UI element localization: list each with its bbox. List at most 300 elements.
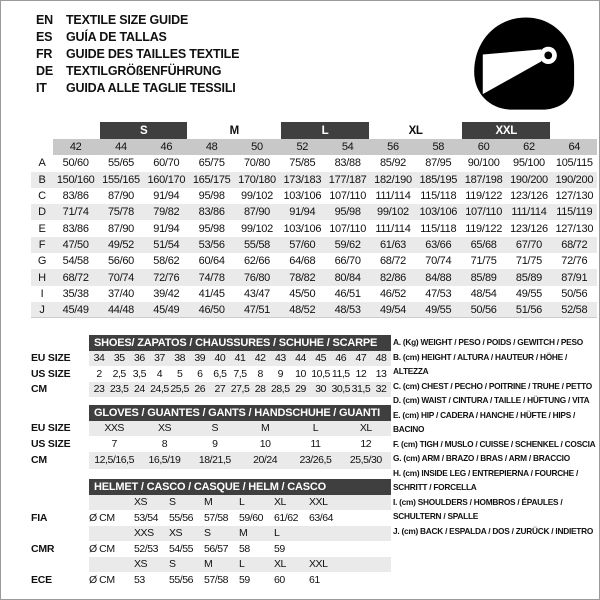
- value-cell: XS: [134, 558, 148, 571]
- measure-cell: 155/165: [98, 172, 143, 188]
- legend-item: C. (cm) CHEST / PECHO / POITRINE / TRUHE / PETTO: [393, 380, 592, 391]
- measure-cell: 127/130: [555, 190, 594, 203]
- measure-cell: 111/114: [506, 204, 551, 220]
- value-cell: 58: [239, 542, 250, 555]
- measure-key: J: [31, 302, 53, 318]
- value-cell: XXL: [309, 496, 328, 509]
- measure-cell: 103/106: [283, 222, 322, 235]
- measure-cell: 190/200: [552, 172, 597, 188]
- measure-key: H: [31, 269, 53, 285]
- measure-cell: 95/100: [513, 157, 545, 170]
- measure-cell: 72/76: [144, 269, 189, 285]
- measure-cell: 177/187: [325, 172, 370, 188]
- value-cell: 4: [156, 367, 163, 380]
- helmet-size-table: [31, 479, 391, 588]
- row-values: [89, 510, 391, 526]
- row-label: [31, 557, 89, 573]
- value-cell: XXS: [134, 527, 154, 540]
- measure-cell: 71/75: [470, 255, 497, 268]
- unit-cell: Ø CM: [89, 573, 115, 586]
- value-cell: M: [261, 422, 270, 435]
- value-cell: 12: [360, 437, 372, 450]
- row-values: [89, 351, 391, 367]
- value-cell: 11: [310, 437, 321, 450]
- size-cell: 54: [325, 139, 370, 155]
- language-title: TEXTILGRÖßENFÜHRUNG: [66, 64, 222, 78]
- legend-item: J. (cm) BACK / ESPALDA / DOS / ZURÜCK / INDIETRO: [393, 525, 594, 536]
- helmet-sizes-row: [31, 526, 391, 542]
- value-cell: 25,5: [170, 383, 189, 396]
- row-label: CM: [31, 454, 47, 467]
- row-label: CM: [31, 383, 47, 396]
- value-cell: 39: [194, 352, 206, 365]
- size-cell: 58: [416, 139, 461, 155]
- value-cell: 47: [355, 352, 367, 365]
- measure-cell: 50/56: [561, 287, 588, 300]
- measure-cell: 119/122: [465, 190, 503, 203]
- value-cell: L: [239, 496, 245, 509]
- value-cell: 53: [134, 573, 145, 586]
- measure-cell: 87/95: [425, 157, 452, 170]
- measure-cell: 115/119: [552, 204, 597, 220]
- measure-cell: 48/54: [470, 287, 497, 300]
- value-cell: 23: [93, 383, 105, 396]
- shoes-size-table: [31, 335, 391, 397]
- row-label: US SIZE: [31, 367, 71, 380]
- measure-cell: 48/53: [325, 302, 370, 318]
- measure-cell: 107/110: [329, 190, 367, 203]
- measure-row-i: [31, 286, 597, 302]
- spacer: [31, 405, 89, 421]
- value-cell: 13: [375, 367, 387, 380]
- measure-cell: 68/72: [53, 269, 98, 285]
- measure-cell: 111/114: [375, 222, 411, 235]
- gloves-table-title: GLOVES / GUANTES / GANTS / HANDSCHUHE / GUANTI: [89, 405, 391, 421]
- row-values: [89, 541, 391, 557]
- value-cell: [309, 526, 391, 542]
- measure-cell: 150/160: [53, 172, 98, 188]
- measure-cell: 52/58: [552, 302, 597, 318]
- value-cell: XS: [157, 422, 172, 435]
- value-cell: 60: [274, 573, 285, 586]
- legend-item: B. (cm) HEIGHT / ALTURA / HAUTEUR / HÖHE / ALTEZZA: [393, 351, 568, 376]
- measure-cell: 45/50: [289, 287, 316, 300]
- value-cell: 32: [375, 383, 387, 396]
- unit-cell: [89, 495, 134, 511]
- measure-cell: 47/50: [53, 237, 98, 253]
- measure-cell: 83/86: [62, 222, 89, 235]
- measure-cell: 55/65: [107, 157, 134, 170]
- value-cell: 7: [111, 437, 117, 450]
- shoes-row: [31, 351, 391, 367]
- measure-cell: 62/66: [243, 255, 270, 268]
- value-cell: 56/57: [204, 542, 229, 555]
- measure-cell: 99/102: [241, 190, 273, 203]
- measure-cell: 68/72: [379, 255, 406, 268]
- size-group-spacer: [552, 122, 597, 139]
- value-cell: 24,5: [150, 383, 169, 396]
- measure-cell: 165/175: [189, 172, 234, 188]
- row-values: [89, 366, 391, 382]
- measure-cell: 46/51: [334, 287, 361, 300]
- size-cell: 62: [506, 139, 551, 155]
- measure-cell: 71/74: [53, 204, 98, 220]
- language-code: FR: [36, 47, 53, 61]
- value-cell: 53/54: [134, 511, 159, 524]
- measure-cell: 190/200: [506, 172, 551, 188]
- value-cell: 35: [113, 352, 125, 365]
- size-cell: 44: [98, 139, 143, 155]
- helmet-standard-row-ece: [31, 572, 391, 588]
- value-cell: M: [239, 527, 248, 540]
- measure-cell: 61/63: [370, 237, 415, 253]
- measure-row-c: [31, 188, 597, 204]
- measure-cell: 37/40: [107, 287, 134, 300]
- value-cell: 2: [96, 367, 102, 380]
- measure-cell: 107/110: [461, 204, 506, 220]
- measure-cell: 43/47: [243, 287, 270, 300]
- gloves-row: [31, 421, 391, 437]
- value-cell: 30: [315, 383, 326, 396]
- value-cell: [309, 541, 391, 557]
- size-cell: 60: [461, 139, 506, 155]
- value-cell: 30,5: [331, 383, 351, 396]
- value-cell: 46: [335, 352, 347, 365]
- measure-cell: 74/78: [189, 269, 234, 285]
- value-cell: XXL: [309, 558, 328, 571]
- shoes-row: [31, 366, 391, 382]
- measure-cell: 99/102: [241, 222, 273, 235]
- measure-cell: 79/82: [144, 204, 189, 220]
- value-cell: 16,5/19: [148, 454, 181, 467]
- size-cell: 64: [552, 139, 597, 155]
- measure-cell: 67/70: [506, 237, 551, 253]
- measure-key: G: [37, 255, 47, 268]
- measure-cell: 78/82: [280, 269, 325, 285]
- value-cell: 20/24: [253, 454, 278, 467]
- value-cell: 57/58: [204, 511, 229, 524]
- measure-cell: 95/98: [198, 190, 225, 203]
- language-code: EN: [36, 13, 53, 27]
- value-cell: M: [204, 558, 213, 571]
- measure-cell: 41/45: [198, 287, 225, 300]
- value-cell: 34: [93, 352, 105, 365]
- measure-cell: 87/91: [552, 269, 597, 285]
- measure-key: A: [38, 157, 46, 170]
- value-cell: 41: [234, 352, 246, 365]
- value-cell: 55/56: [169, 511, 194, 524]
- measure-cell: 75/78: [98, 204, 143, 220]
- measure-cell: 187/198: [461, 172, 506, 188]
- value-cell: 61/62: [274, 511, 299, 524]
- measure-cell: 49/55: [416, 302, 461, 318]
- language-title: TEXTILE SIZE GUIDE: [66, 13, 189, 27]
- value-cell: 10: [259, 437, 271, 450]
- size-cell: 56: [370, 139, 415, 155]
- value-cell: 8: [257, 367, 263, 380]
- language-code: IT: [36, 81, 47, 95]
- measure-row-j: [31, 302, 597, 318]
- value-cell: 63/64: [309, 511, 334, 524]
- legend-item: A. (Kg) WEIGHT / PESO / POIDS / GEWITCH / PESO: [393, 337, 583, 347]
- value-cell: 10,5: [311, 367, 330, 380]
- unit-cell: Ø CM: [89, 511, 115, 524]
- value-cell: 59/60: [239, 511, 264, 524]
- measurement-legend: [393, 335, 597, 538]
- measure-cell: 59/62: [325, 237, 370, 253]
- measure-key: F: [31, 237, 53, 253]
- value-cell: 7,5: [233, 367, 247, 380]
- value-cell: 3,5: [132, 367, 146, 380]
- measure-cell: 63/66: [416, 237, 461, 253]
- measure-cell: 76/80: [234, 269, 279, 285]
- value-cell: 29: [295, 383, 306, 396]
- measure-cell: 103/106: [416, 204, 461, 220]
- measure-cell: 60/64: [198, 255, 225, 268]
- value-cell: 28,5: [271, 383, 290, 396]
- row-values: [89, 452, 391, 470]
- value-cell: 59: [274, 542, 285, 555]
- measure-cell: 46/50: [189, 302, 234, 318]
- measure-row-g: [31, 253, 597, 269]
- measure-cell: 56/60: [107, 255, 134, 268]
- size-group-l: L: [280, 122, 371, 139]
- row-label: [31, 495, 89, 511]
- measure-cell: 51/56: [506, 302, 551, 318]
- measure-cell: 50/56: [461, 302, 506, 318]
- row-label: US SIZE: [31, 437, 71, 450]
- measure-cell: 53/56: [189, 237, 234, 253]
- value-cell: 55/56: [169, 573, 194, 586]
- accessory-tables: [31, 335, 391, 588]
- row-label: EU SIZE: [31, 422, 71, 435]
- row-values: [89, 382, 391, 398]
- gloves-title-row: [31, 405, 391, 421]
- size-cell: 48: [189, 139, 234, 155]
- value-cell: 6: [197, 367, 203, 380]
- measure-cell: 84/88: [416, 269, 461, 285]
- measure-cell: 49/55: [515, 287, 542, 300]
- size-group-xxl: XXL: [461, 122, 552, 139]
- measure-row-h: [31, 269, 597, 285]
- measure-cell: 105/115: [555, 157, 593, 170]
- value-cell: 44: [295, 352, 306, 365]
- size-cell-spacer: [31, 139, 53, 155]
- gloves-row: [31, 452, 391, 470]
- helmet-table-title: HELMET / CASCO / CASQUE / HELM / CASCO: [89, 479, 391, 495]
- value-cell: L: [239, 558, 245, 571]
- measure-cell: 50/60: [62, 157, 89, 170]
- size-cell: 52: [280, 139, 325, 155]
- measure-cell: 45/49: [144, 302, 189, 318]
- measure-cell: 80/84: [325, 269, 370, 285]
- size-group-m: M: [229, 124, 239, 137]
- measure-cell: 47/51: [234, 302, 279, 318]
- measure-cell: 46/52: [379, 287, 406, 300]
- measure-cell: 115/118: [420, 222, 457, 235]
- value-cell: S: [211, 422, 219, 435]
- measure-cell: 90/100: [467, 157, 500, 170]
- measure-cell: 91/94: [153, 222, 180, 235]
- legend-item: E. (cm) HIP / CADERA / HANCHE / HÜFTE / HIPS / BACINO: [393, 409, 576, 434]
- value-cell: 54/55: [169, 542, 194, 555]
- value-cell: XS: [169, 527, 183, 540]
- value-cell: XL: [274, 558, 286, 571]
- row-label: ECE: [31, 573, 52, 586]
- measure-cell: 107/110: [329, 222, 367, 235]
- measure-cell: 55/58: [234, 237, 279, 253]
- measure-row-e: [31, 220, 597, 236]
- value-cell: 57/58: [204, 573, 229, 586]
- measure-cell: 87/90: [107, 222, 134, 235]
- measure-cell: 99/102: [370, 204, 415, 220]
- value-cell: 23,5: [109, 383, 129, 396]
- size-cell: 46: [144, 139, 189, 155]
- row-values: [89, 495, 391, 511]
- measure-cell: 170/180: [234, 172, 279, 188]
- measure-cell: 71/75: [515, 255, 542, 268]
- value-cell: L: [312, 422, 319, 435]
- measure-key: E: [38, 222, 46, 235]
- measure-key: I: [40, 287, 44, 300]
- value-cell: 6,5: [213, 367, 227, 380]
- shoes-row: [31, 382, 391, 398]
- value-cell: 28: [254, 383, 266, 396]
- value-cell: 5: [176, 367, 183, 380]
- value-cell: S: [169, 496, 176, 509]
- measure-cell: 75/85: [289, 157, 316, 170]
- row-label: [31, 526, 89, 542]
- size-cell: 50: [234, 139, 279, 155]
- size-group-row: [31, 122, 597, 139]
- measure-cell: 173/183: [280, 172, 325, 188]
- value-cell: 45: [315, 352, 326, 365]
- language-list: [36, 12, 239, 97]
- language-row: [36, 63, 239, 80]
- measure-cell: 51/54: [144, 237, 189, 253]
- value-cell: 9: [212, 437, 218, 450]
- measure-cell: 45/49: [53, 302, 98, 318]
- helmet-title-row: [31, 479, 391, 495]
- value-cell: S: [204, 527, 211, 540]
- measure-cell: 72/76: [561, 255, 588, 268]
- value-cell: 40: [214, 352, 226, 365]
- measure-cell: 68/72: [552, 237, 597, 253]
- measure-key: C: [38, 190, 46, 203]
- value-cell: 38: [174, 352, 186, 365]
- measure-cell: 111/114: [375, 190, 411, 203]
- measure-key: D: [31, 204, 53, 220]
- measure-row-f: [31, 237, 597, 253]
- value-cell: 11,5: [331, 367, 350, 380]
- value-cell: S: [169, 558, 176, 571]
- row-label: CMR: [31, 542, 55, 555]
- value-cell: 23/26,5: [299, 454, 332, 467]
- measure-cell: 83/86: [62, 190, 89, 203]
- measure-cell: 65/68: [461, 237, 506, 253]
- value-cell: 27,5: [230, 383, 250, 396]
- legend-item: H. (cm) INSIDE LEG / ENTREPIERNA / FOURCHE / SCHRITT / FORCELLA: [393, 467, 579, 492]
- textile-size-table: [31, 122, 597, 318]
- measure-cell: 127/130: [555, 222, 594, 235]
- measure-cell: 87/90: [107, 190, 134, 203]
- measure-cell: 91/94: [280, 204, 325, 220]
- measure-row-d: [31, 204, 597, 220]
- row-values: [89, 557, 391, 573]
- measure-cell: 58/62: [153, 255, 180, 268]
- unit-cell: [89, 526, 134, 542]
- helmet-icon: [469, 13, 581, 116]
- measure-cell: 85/92: [379, 157, 406, 170]
- measure-cell: 70/74: [425, 255, 452, 268]
- language-code: DE: [36, 64, 53, 78]
- measure-cell: 65/75: [198, 157, 225, 170]
- value-cell: 25,5/30: [349, 454, 382, 467]
- measure-cell: 35/38: [62, 287, 89, 300]
- value-cell: XL: [274, 496, 286, 509]
- measure-cell: 70/74: [98, 269, 143, 285]
- helmet-standard-row-fia: [31, 510, 391, 526]
- size-number-row: [31, 139, 597, 155]
- language-code: ES: [36, 30, 53, 44]
- legend-item: F. (cm) TIGH / MUSLO / CUISSE / SCHENKEL / COSCIA: [393, 438, 596, 449]
- measure-cell: 119/122: [465, 222, 503, 235]
- measure-cell: 83/88: [334, 157, 361, 170]
- value-cell: 61: [309, 573, 320, 586]
- measure-cell: 64/68: [289, 255, 316, 268]
- row-values: [89, 572, 391, 588]
- language-row: [36, 46, 239, 63]
- unit-cell: Ø CM: [89, 542, 115, 555]
- value-cell: 27: [214, 383, 226, 396]
- measure-cell: 123/126: [510, 190, 548, 203]
- value-cell: 18/21,5: [198, 454, 231, 467]
- row-label: EU SIZE: [31, 352, 71, 365]
- language-title: GUÍA DE TALLAS: [66, 30, 167, 44]
- row-values: [89, 526, 391, 542]
- language-title: GUIDA ALLE TAGLIE TESSILI: [66, 81, 236, 95]
- measure-cell: 91/94: [153, 190, 180, 203]
- measure-cell: 47/53: [425, 287, 452, 300]
- size-group-spacer: [31, 122, 98, 139]
- measure-row-a: [31, 155, 597, 171]
- value-cell: 37: [154, 352, 165, 365]
- value-cell: XXS: [104, 422, 124, 435]
- value-cell: XS: [134, 496, 148, 509]
- helmet-sizes-row: [31, 557, 391, 573]
- language-row: [36, 29, 239, 46]
- measure-cell: 95/98: [198, 222, 225, 235]
- measure-cell: 87/90: [234, 204, 279, 220]
- value-cell: 26: [194, 383, 206, 396]
- measure-cell: 95/98: [325, 204, 370, 220]
- size-group-xl: XL: [408, 124, 423, 137]
- measure-cell: 70/80: [243, 157, 270, 170]
- measure-cell: 49/52: [98, 237, 143, 253]
- legend-item: G. (cm) ARM / BRAZO / BRAS / ARM / BRACCIO: [393, 453, 570, 463]
- value-cell: 48: [375, 352, 387, 365]
- measure-cell: 85/89: [506, 269, 551, 285]
- helmet-standard-row-cmr: [31, 541, 391, 557]
- measure-cell: 54/58: [62, 255, 89, 268]
- measure-cell: 85/89: [461, 269, 506, 285]
- measure-cell: 160/170: [144, 172, 189, 188]
- legend-item: D. (cm) WAIST / CINTURA / TAILLE / HÜFTUNG / VITA: [393, 395, 590, 405]
- value-cell: 2,5: [112, 367, 126, 380]
- row-values: [89, 436, 391, 452]
- measure-cell: 185/195: [416, 172, 461, 188]
- measure-cell: 60/70: [153, 157, 180, 170]
